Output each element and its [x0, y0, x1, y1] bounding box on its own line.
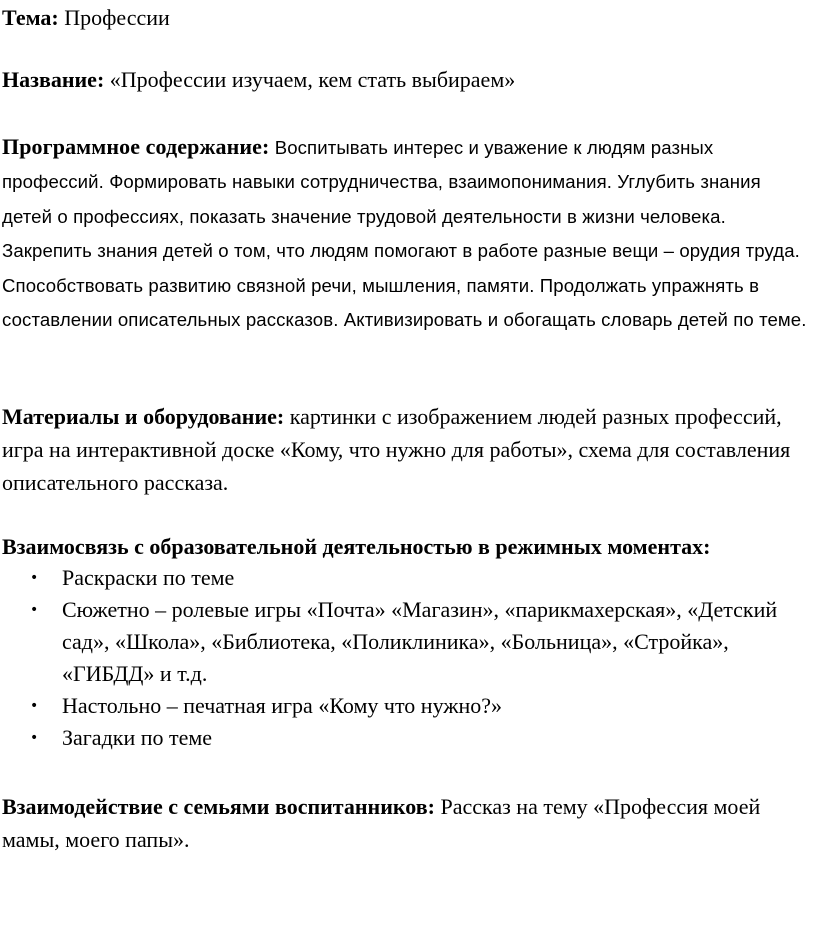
list-item	[2, 722, 814, 754]
program-content-paragraph	[2, 130, 814, 337]
materials-text: картинки с изображением людей разных профессий, игра на интерактивной доске «Кому, что нужно для работы», схема для составления описательного рассказа.	[2, 404, 791, 495]
program-content-text: Воспитывать интерес и уважение к людям разных профессий. Формировать навыки сотрудничества, взаимопонимания. Углубить знания детей о профессиях, показать значение трудовой деятельности в жизни человека. Закрепить знания детей о том, что людям помогают в работе разные вещи – орудия труда. Способствовать развитию связной речи, мышления, памяти. Продолжать упражнять в составлении описательных рассказов. Активизировать и обогащать словарь детей по теме.	[2, 137, 807, 331]
relation-list	[2, 562, 814, 754]
family-interaction-text: Рассказ на тему «Профессия моей мамы, моего папы».	[2, 794, 761, 852]
title-value: «Профессии изучаем, кем стать выбираем»	[104, 67, 516, 92]
materials-paragraph	[2, 400, 814, 499]
title-line	[2, 66, 814, 94]
list-item	[2, 562, 814, 594]
bullet-icon: •	[30, 602, 39, 618]
relation-heading	[2, 533, 814, 561]
list-item-text: Раскраски по теме	[62, 565, 235, 590]
title-label: Название:	[2, 67, 105, 92]
family-interaction-paragraph	[2, 790, 814, 856]
topic-value: Профессии	[58, 5, 170, 30]
topic-label: Тема:	[2, 5, 59, 30]
bullet-icon: •	[30, 570, 39, 586]
list-item-text: Загадки по теме	[62, 725, 213, 750]
relation-heading-text: Взаимосвязь с образовательной деятельностью в режимных моментах:	[2, 534, 711, 559]
list-item-text: Настольно – печатная игра «Кому что нужно?»	[62, 693, 503, 718]
bullet-icon: •	[30, 730, 39, 746]
list-item	[2, 594, 814, 690]
list-item	[2, 690, 814, 722]
topic-line	[2, 4, 814, 32]
list-item-text: Сюжетно – ролевые игры «Почта» «Магазин», «парикмахерская», «Детский сад», «Школа», «Библиотека, «Поликлиника», «Больница», «Стройка», «ГИБДД» и т.д.	[62, 597, 778, 686]
program-content-label: Программное содержание:	[2, 134, 270, 159]
family-interaction-label: Взаимодействие с семьями воспитанников:	[2, 794, 435, 819]
materials-label: Материалы и оборудование:	[2, 404, 285, 429]
bullet-icon: •	[30, 698, 39, 714]
